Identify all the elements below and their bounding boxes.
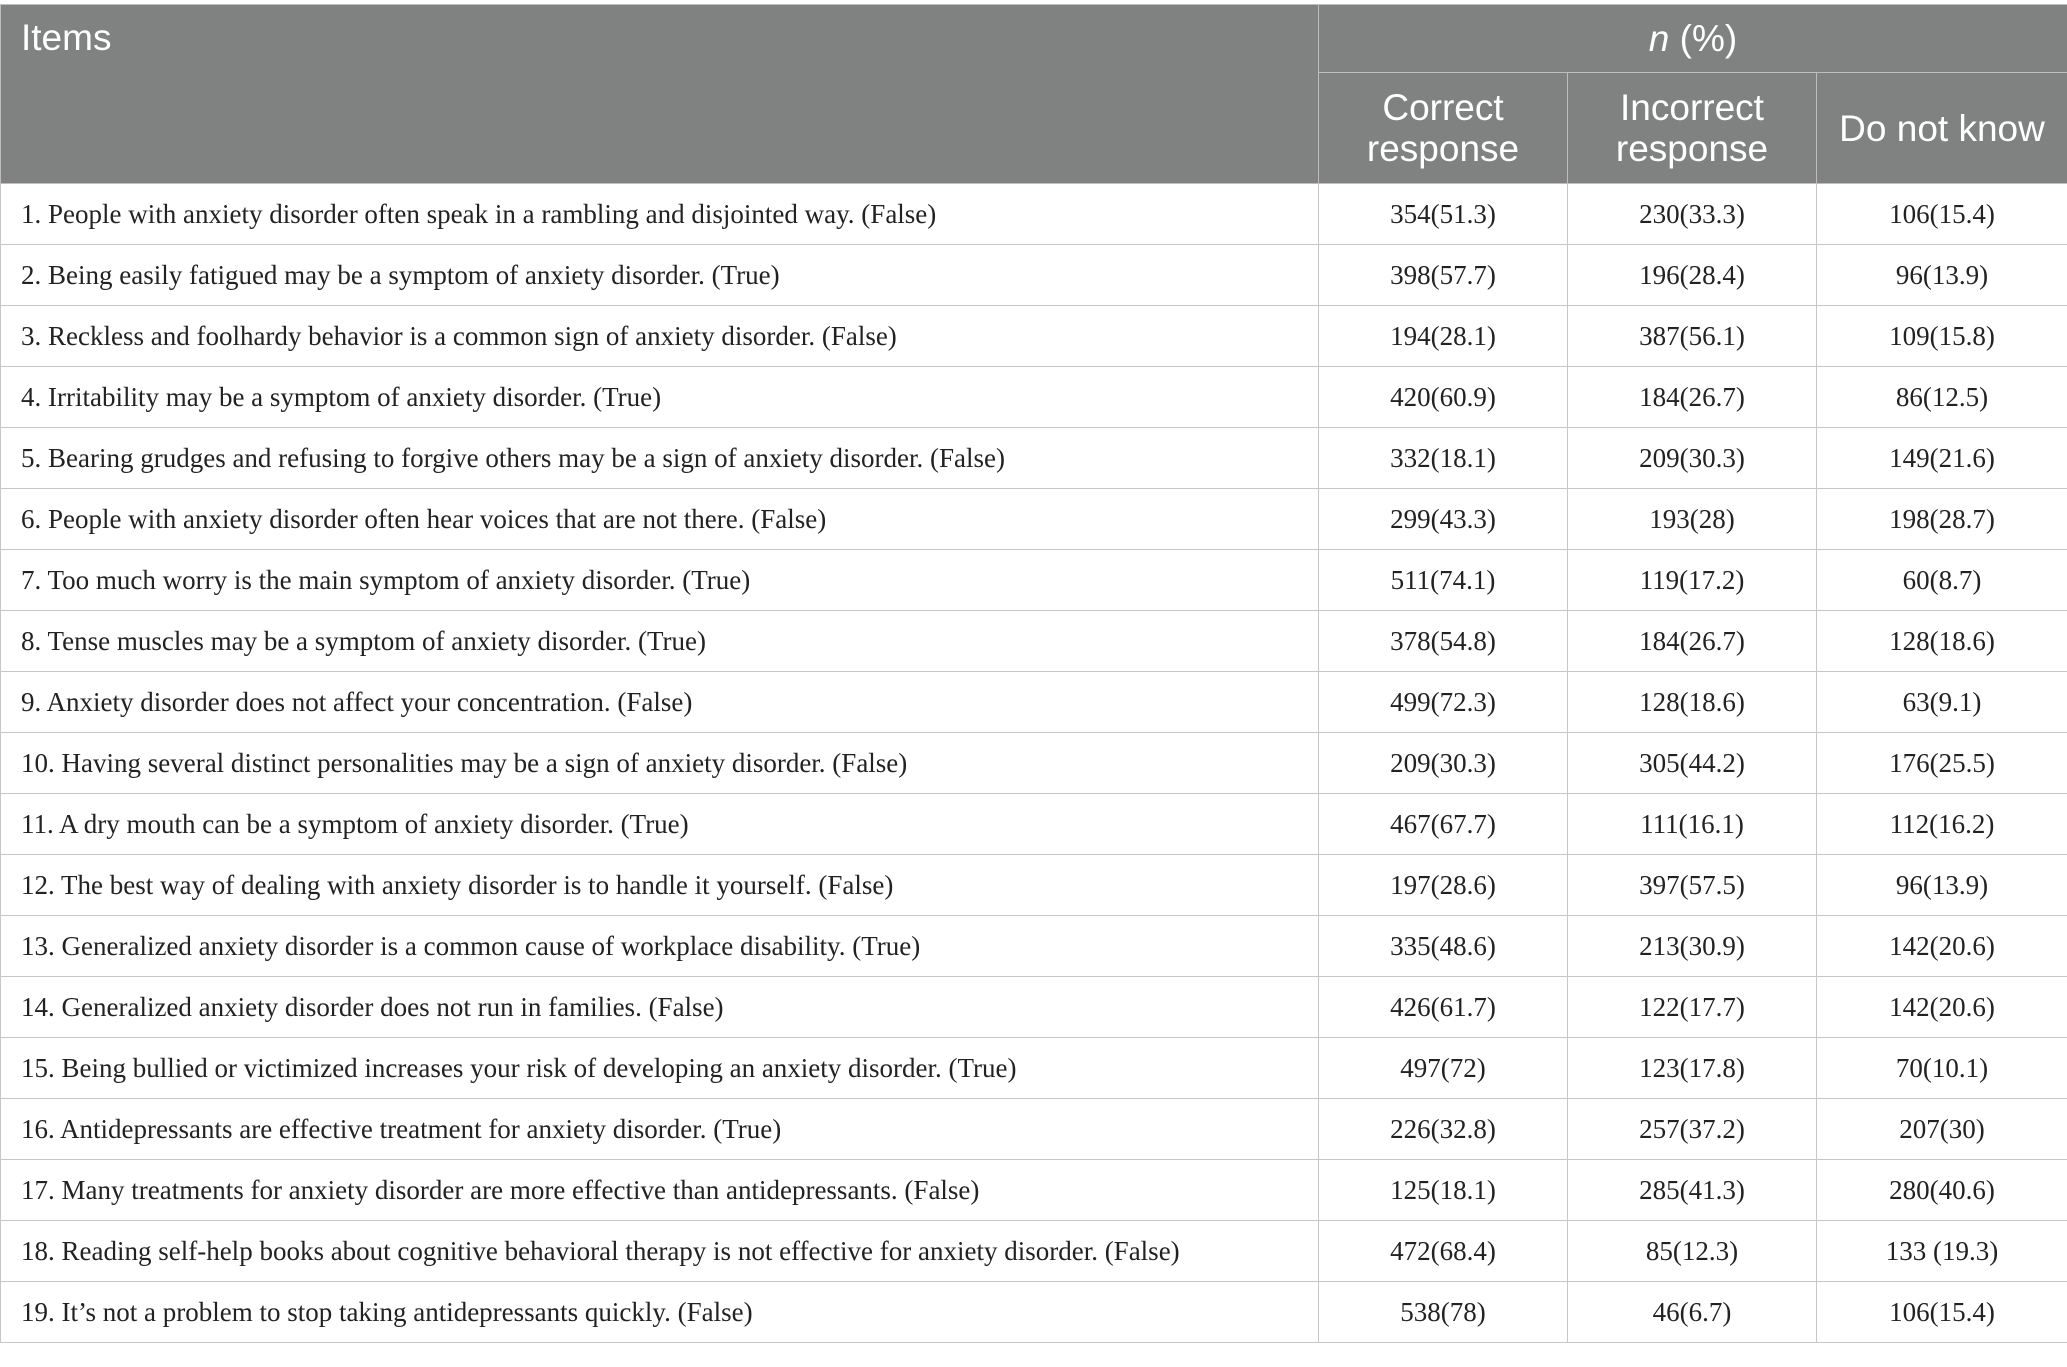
table-row	[1, 611, 2067, 672]
item-text-cell: 17. Many treatments for anxiety disorder are more effective than antidepressants. (False)	[1, 1160, 1319, 1221]
items-column-header: Items	[1, 5, 1319, 184]
correct-response-cell: 499(72.3)	[1319, 672, 1568, 733]
correct-response-cell: 472(68.4)	[1319, 1221, 1568, 1282]
incorrect-response-cell: 111(16.1)	[1568, 794, 1817, 855]
item-text-cell: 18. Reading self-help books about cognitive behavioral therapy is not effective for anxiety disorder. (False)	[1, 1221, 1319, 1282]
table-row	[1, 489, 2067, 550]
correct-response-cell: 420(60.9)	[1319, 367, 1568, 428]
table-row	[1, 1160, 2067, 1221]
incorrect-response-cell: 397(57.5)	[1568, 855, 1817, 916]
correct-response-cell: 299(43.3)	[1319, 489, 1568, 550]
table-row	[1, 1099, 2067, 1160]
incorrect-response-cell: 184(26.7)	[1568, 367, 1817, 428]
incorrect-response-cell: 193(28)	[1568, 489, 1817, 550]
correct-response-cell: 378(54.8)	[1319, 611, 1568, 672]
incorrect-response-cell: 85(12.3)	[1568, 1221, 1817, 1282]
table-row	[1, 550, 2067, 611]
do-not-know-cell: 133 (19.3)	[1817, 1221, 2067, 1282]
n-percent-group-header	[1319, 5, 2067, 73]
correct-response-cell: 354(51.3)	[1319, 184, 1568, 245]
table-row	[1, 245, 2067, 306]
item-text-cell: 8. Tense muscles may be a symptom of anxiety disorder. (True)	[1, 611, 1319, 672]
incorrect-response-cell: 230(33.3)	[1568, 184, 1817, 245]
correct-response-cell: 335(48.6)	[1319, 916, 1568, 977]
correct-response-cell: 398(57.7)	[1319, 245, 1568, 306]
table-container	[0, 4, 2067, 1343]
do-not-know-cell: 106(15.4)	[1817, 184, 2067, 245]
correct-response-cell: 209(30.3)	[1319, 733, 1568, 794]
table-row	[1, 1221, 2067, 1282]
table-row	[1, 306, 2067, 367]
do-not-know-cell: 60(8.7)	[1817, 550, 2067, 611]
table-row	[1, 794, 2067, 855]
do-not-know-cell: 142(20.6)	[1817, 977, 2067, 1038]
do-not-know-cell: 149(21.6)	[1817, 428, 2067, 489]
table-row	[1, 367, 2067, 428]
correct-response-cell: 497(72)	[1319, 1038, 1568, 1099]
incorrect-response-cell: 46(6.7)	[1568, 1282, 1817, 1343]
item-text-cell: 9. Anxiety disorder does not affect your concentration. (False)	[1, 672, 1319, 733]
item-text-cell: 16. Antidepressants are effective treatment for anxiety disorder. (True)	[1, 1099, 1319, 1160]
incorrect-response-header: Incorrect response	[1568, 73, 1817, 184]
item-text-cell: 14. Generalized anxiety disorder does not run in families. (False)	[1, 977, 1319, 1038]
item-text-cell: 3. Reckless and foolhardy behavior is a common sign of anxiety disorder. (False)	[1, 306, 1319, 367]
incorrect-response-cell: 285(41.3)	[1568, 1160, 1817, 1221]
item-text-cell: 7. Too much worry is the main symptom of anxiety disorder. (True)	[1, 550, 1319, 611]
do-not-know-cell: 63(9.1)	[1817, 672, 2067, 733]
incorrect-response-cell: 305(44.2)	[1568, 733, 1817, 794]
do-not-know-cell: 106(15.4)	[1817, 1282, 2067, 1343]
incorrect-response-cell: 257(37.2)	[1568, 1099, 1817, 1160]
item-text-cell: 5. Bearing grudges and refusing to forgive others may be a sign of anxiety disorder. (False)	[1, 428, 1319, 489]
correct-response-cell: 332(18.1)	[1319, 428, 1568, 489]
table-row	[1, 1282, 2067, 1343]
do-not-know-cell: 96(13.9)	[1817, 855, 2067, 916]
incorrect-response-cell: 123(17.8)	[1568, 1038, 1817, 1099]
incorrect-response-cell: 119(17.2)	[1568, 550, 1817, 611]
do-not-know-cell: 176(25.5)	[1817, 733, 2067, 794]
correct-response-header: Correct response	[1319, 73, 1568, 184]
correct-response-cell: 226(32.8)	[1319, 1099, 1568, 1160]
item-text-cell: 6. People with anxiety disorder often hear voices that are not there. (False)	[1, 489, 1319, 550]
item-text-cell: 13. Generalized anxiety disorder is a common cause of workplace disability. (True)	[1, 916, 1319, 977]
correct-response-cell: 426(61.7)	[1319, 977, 1568, 1038]
incorrect-response-cell: 209(30.3)	[1568, 428, 1817, 489]
incorrect-response-cell: 213(30.9)	[1568, 916, 1817, 977]
table-body	[1, 184, 2067, 1343]
percent-label: (%)	[1669, 17, 1738, 59]
table-row	[1, 733, 2067, 794]
table-row	[1, 428, 2067, 489]
do-not-know-cell: 86(12.5)	[1817, 367, 2067, 428]
item-text-cell: 15. Being bullied or victimized increases your risk of developing an anxiety disorder. (True)	[1, 1038, 1319, 1099]
knowledge-table	[0, 4, 2067, 1343]
do-not-know-cell: 207(30)	[1817, 1099, 2067, 1160]
do-not-know-cell: 112(16.2)	[1817, 794, 2067, 855]
table-row	[1, 916, 2067, 977]
table-row	[1, 672, 2067, 733]
item-text-cell: 12. The best way of dealing with anxiety disorder is to handle it yourself. (False)	[1, 855, 1319, 916]
correct-response-cell: 538(78)	[1319, 1282, 1568, 1343]
do-not-know-cell: 128(18.6)	[1817, 611, 2067, 672]
item-text-cell: 4. Irritability may be a symptom of anxiety disorder. (True)	[1, 367, 1319, 428]
do-not-know-cell: 142(20.6)	[1817, 916, 2067, 977]
table-row	[1, 1038, 2067, 1099]
item-text-cell: 1. People with anxiety disorder often speak in a rambling and disjointed way. (False)	[1, 184, 1319, 245]
correct-response-cell: 511(74.1)	[1319, 550, 1568, 611]
item-text-cell: 19. It’s not a problem to stop taking antidepressants quickly. (False)	[1, 1282, 1319, 1343]
item-text-cell: 10. Having several distinct personalities may be a sign of anxiety disorder. (False)	[1, 733, 1319, 794]
correct-response-cell: 125(18.1)	[1319, 1160, 1568, 1221]
table-header	[1, 5, 2067, 184]
item-text-cell: 11. A dry mouth can be a symptom of anxiety disorder. (True)	[1, 794, 1319, 855]
correct-response-cell: 467(67.7)	[1319, 794, 1568, 855]
incorrect-response-cell: 184(26.7)	[1568, 611, 1817, 672]
n-symbol: n	[1648, 17, 1670, 59]
do-not-know-header: Do not know	[1817, 73, 2067, 184]
incorrect-response-cell: 387(56.1)	[1568, 306, 1817, 367]
incorrect-response-cell: 128(18.6)	[1568, 672, 1817, 733]
correct-response-cell: 194(28.1)	[1319, 306, 1568, 367]
incorrect-response-cell: 122(17.7)	[1568, 977, 1817, 1038]
do-not-know-cell: 96(13.9)	[1817, 245, 2067, 306]
incorrect-response-cell: 196(28.4)	[1568, 245, 1817, 306]
item-text-cell: 2. Being easily fatigued may be a symptom of anxiety disorder. (True)	[1, 245, 1319, 306]
table-row	[1, 184, 2067, 245]
do-not-know-cell: 70(10.1)	[1817, 1038, 2067, 1099]
table-row	[1, 977, 2067, 1038]
table-row	[1, 855, 2067, 916]
do-not-know-cell: 109(15.8)	[1817, 306, 2067, 367]
correct-response-cell: 197(28.6)	[1319, 855, 1568, 916]
do-not-know-cell: 280(40.6)	[1817, 1160, 2067, 1221]
do-not-know-cell: 198(28.7)	[1817, 489, 2067, 550]
